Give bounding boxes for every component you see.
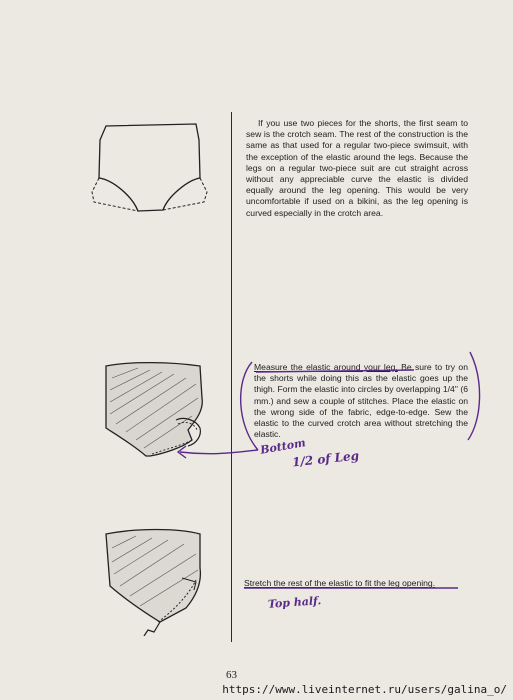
annotation-bottom-line1: Bottom	[259, 436, 307, 457]
paragraph-stretch-elastic: Stretch the rest of the elastic to fit the leg opening.	[244, 578, 436, 588]
paragraph-construction: If you use two pieces for the shorts, the first seam to sew is the crotch seam. The rest of the construction is the same as that used for a regular two-piece swimsuit, with the exception of the elastic around the legs. Because the legs on a regular two-piece suit are cut straight across without any appreciable curve the elastic is divided equally around the leg opening. This would be very uncomfortable if used on a bikini, as the leg opening is curved especially in the crotch area.	[246, 118, 468, 218]
annotation-bottom-line2: 1/2 of Leg	[291, 448, 360, 470]
watermark-url: https://www.liveinternet.ru/users/galina_o/	[222, 683, 507, 696]
page-number: 63	[226, 669, 237, 681]
annotation-top-half-text: Top half.	[267, 594, 322, 611]
underlined-instruction: Measure the elastic around your leg.	[254, 362, 398, 372]
paragraph-measure-rest: Be sure to try on the shorts while doing this as the elastic goes up the thigh. Form the elastic into circles by overlapping 1/4" (6 mm.) and sew a couple of stitches. Place the elastic on the wrong side of the fabric, edge-to-edge. Sew the elastic to the curved crotch area without stretching the elastic.	[254, 362, 468, 440]
